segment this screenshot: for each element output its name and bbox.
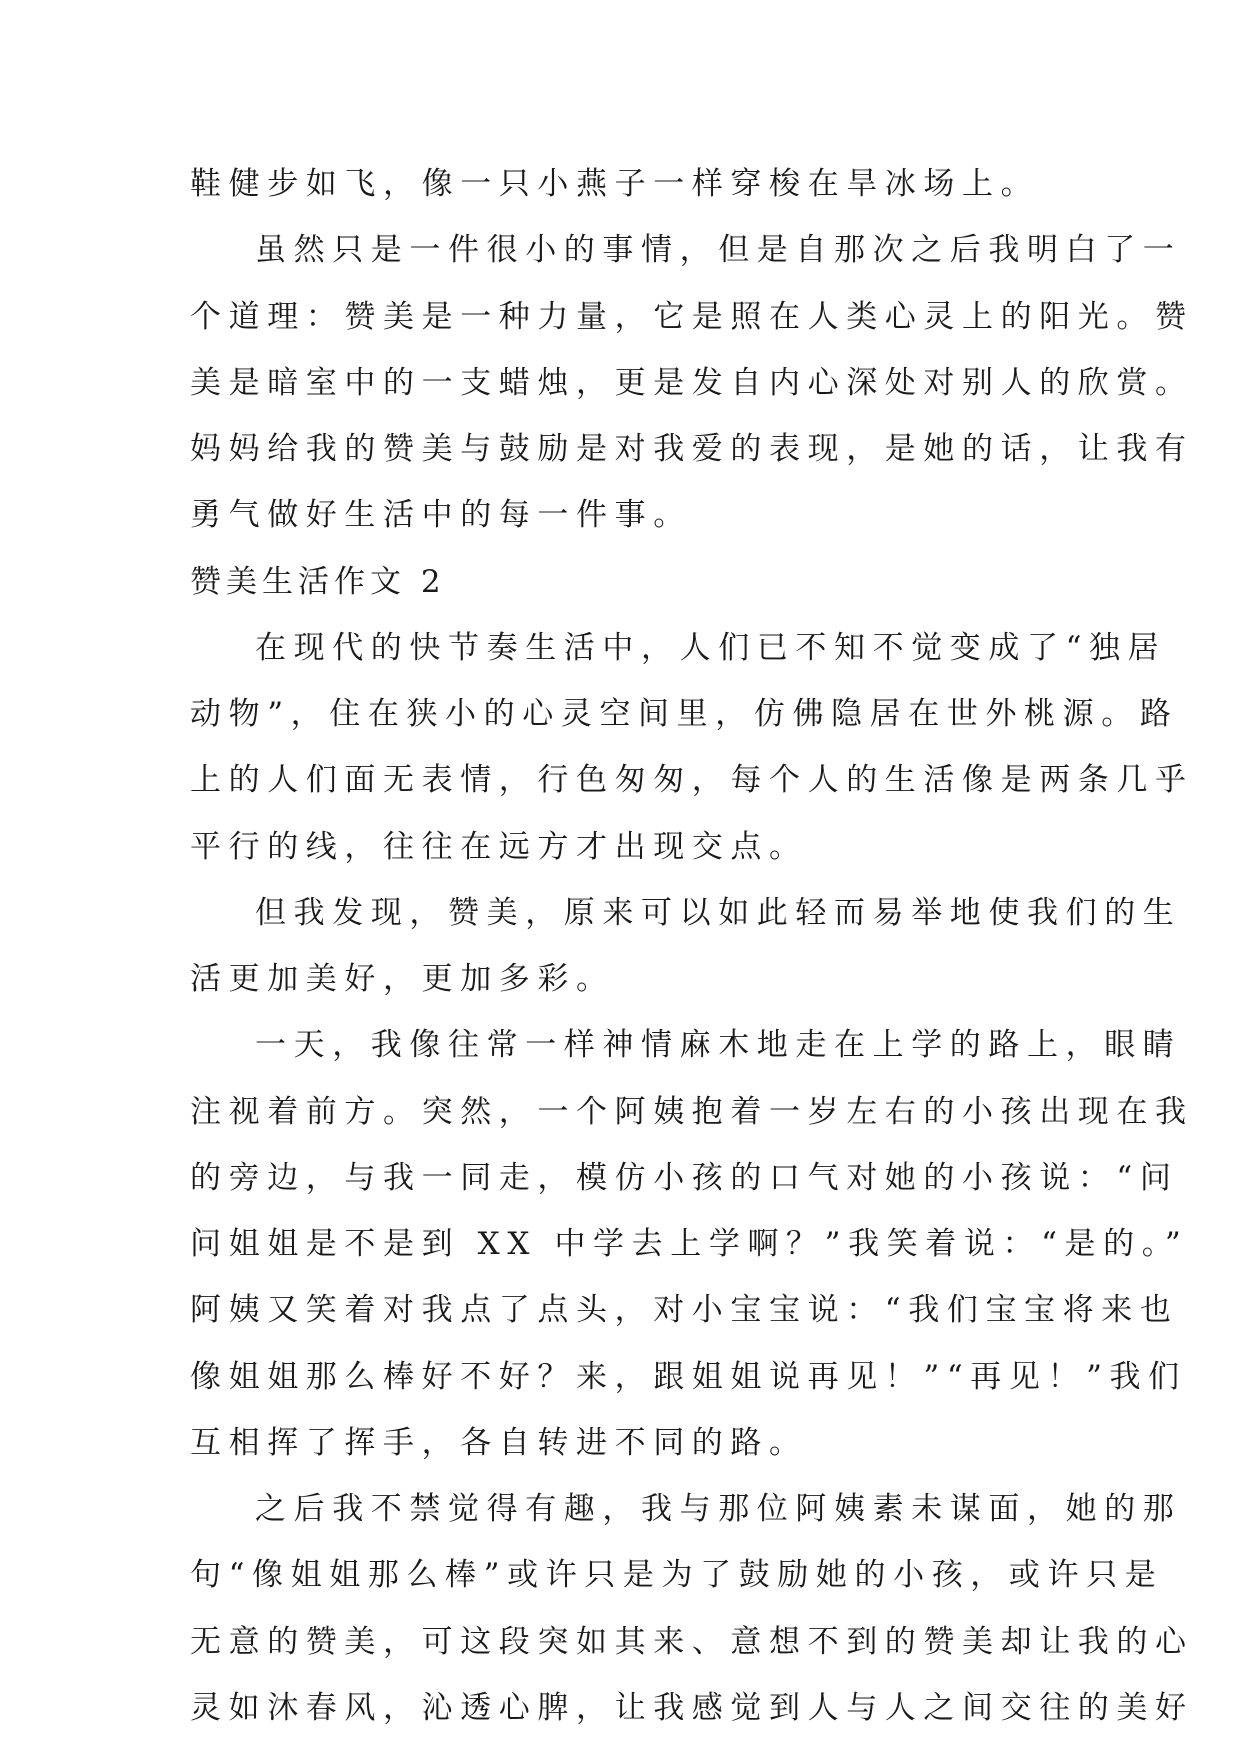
- paragraph-start-line: 之后我不禁觉得有趣，我与那位阿姨素未谋面，她的那: [255, 1491, 1182, 1527]
- text-line: 个道理：赞美是一种力量，它是照在人类心灵上的阳光。赞: [190, 299, 1194, 335]
- text-line: 活更加美好，更加多彩。: [190, 961, 615, 997]
- text-line: 动物”，住在狭小的心灵空间里，仿佛隐居在世外桃源。路: [190, 696, 1179, 732]
- text-line: 问姐姐是不是到 XX 中学去上学啊？”我笑着说：“是的。”: [190, 1226, 1189, 1262]
- paragraph-start-line: 一天，我像往常一样神情麻木地走在上学的路上，眼睛: [255, 1027, 1182, 1063]
- paragraph-start-line: 在现代的快节奏生活中，人们已不知不觉变成了“独居: [255, 630, 1167, 666]
- text-line: 妈妈给我的赞美与鼓励是对我爱的表现，是她的话，让我有: [190, 431, 1194, 467]
- text-line: 无意的赞美，可这段突如其来、意想不到的赞美却让我的心: [190, 1624, 1194, 1660]
- text-line: 勇气做好生活中的每一件事。: [190, 497, 692, 533]
- text-line: 注视着前方。突然，一个阿姨抱着一岁左右的小孩出现在我: [190, 1094, 1194, 1130]
- text-line: 互相挥了挥手，各自转进不同的路。: [190, 1425, 808, 1461]
- text-line: 像姐姐那么棒好不好？来，跟姐姐说再见！”“再见！”我们: [190, 1359, 1187, 1395]
- text-line: 美是暗室中的一支蜡烛，更是发自内心深处对别人的欣赏。: [190, 365, 1194, 401]
- paragraph-start-line: 虽然只是一件很小的事情，但是自那次之后我明白了一: [255, 232, 1182, 268]
- text-line: 灵如沐春风，沁透心脾，让我感觉到人与人之间交往的美好: [190, 1690, 1194, 1726]
- text-line: 平行的线，往往在远方才出现交点。: [190, 829, 808, 865]
- text-line: 的旁边，与我一同走，模仿小孩的口气对她的小孩说：“问: [190, 1160, 1179, 1196]
- text-line: 鞋健步如飞，像一只小燕子一样穿梭在旱冰场上。: [190, 166, 1040, 202]
- paragraph-start-line: 但我发现，赞美，原来可以如此轻而易举地使我们的生: [255, 895, 1182, 931]
- text-line: 阿姨又笑着对我点了点头，对小宝宝说：“我们宝宝将来也: [190, 1292, 1179, 1328]
- text-line: 上的人们面无表情，行色匆匆，每个人的生活像是两条几乎: [190, 762, 1194, 798]
- text-line: 句“像姐姐那么棒”或许只是为了鼓励她的小孩，或许只是: [190, 1557, 1164, 1593]
- section-heading: 赞美生活作文 2: [190, 564, 446, 600]
